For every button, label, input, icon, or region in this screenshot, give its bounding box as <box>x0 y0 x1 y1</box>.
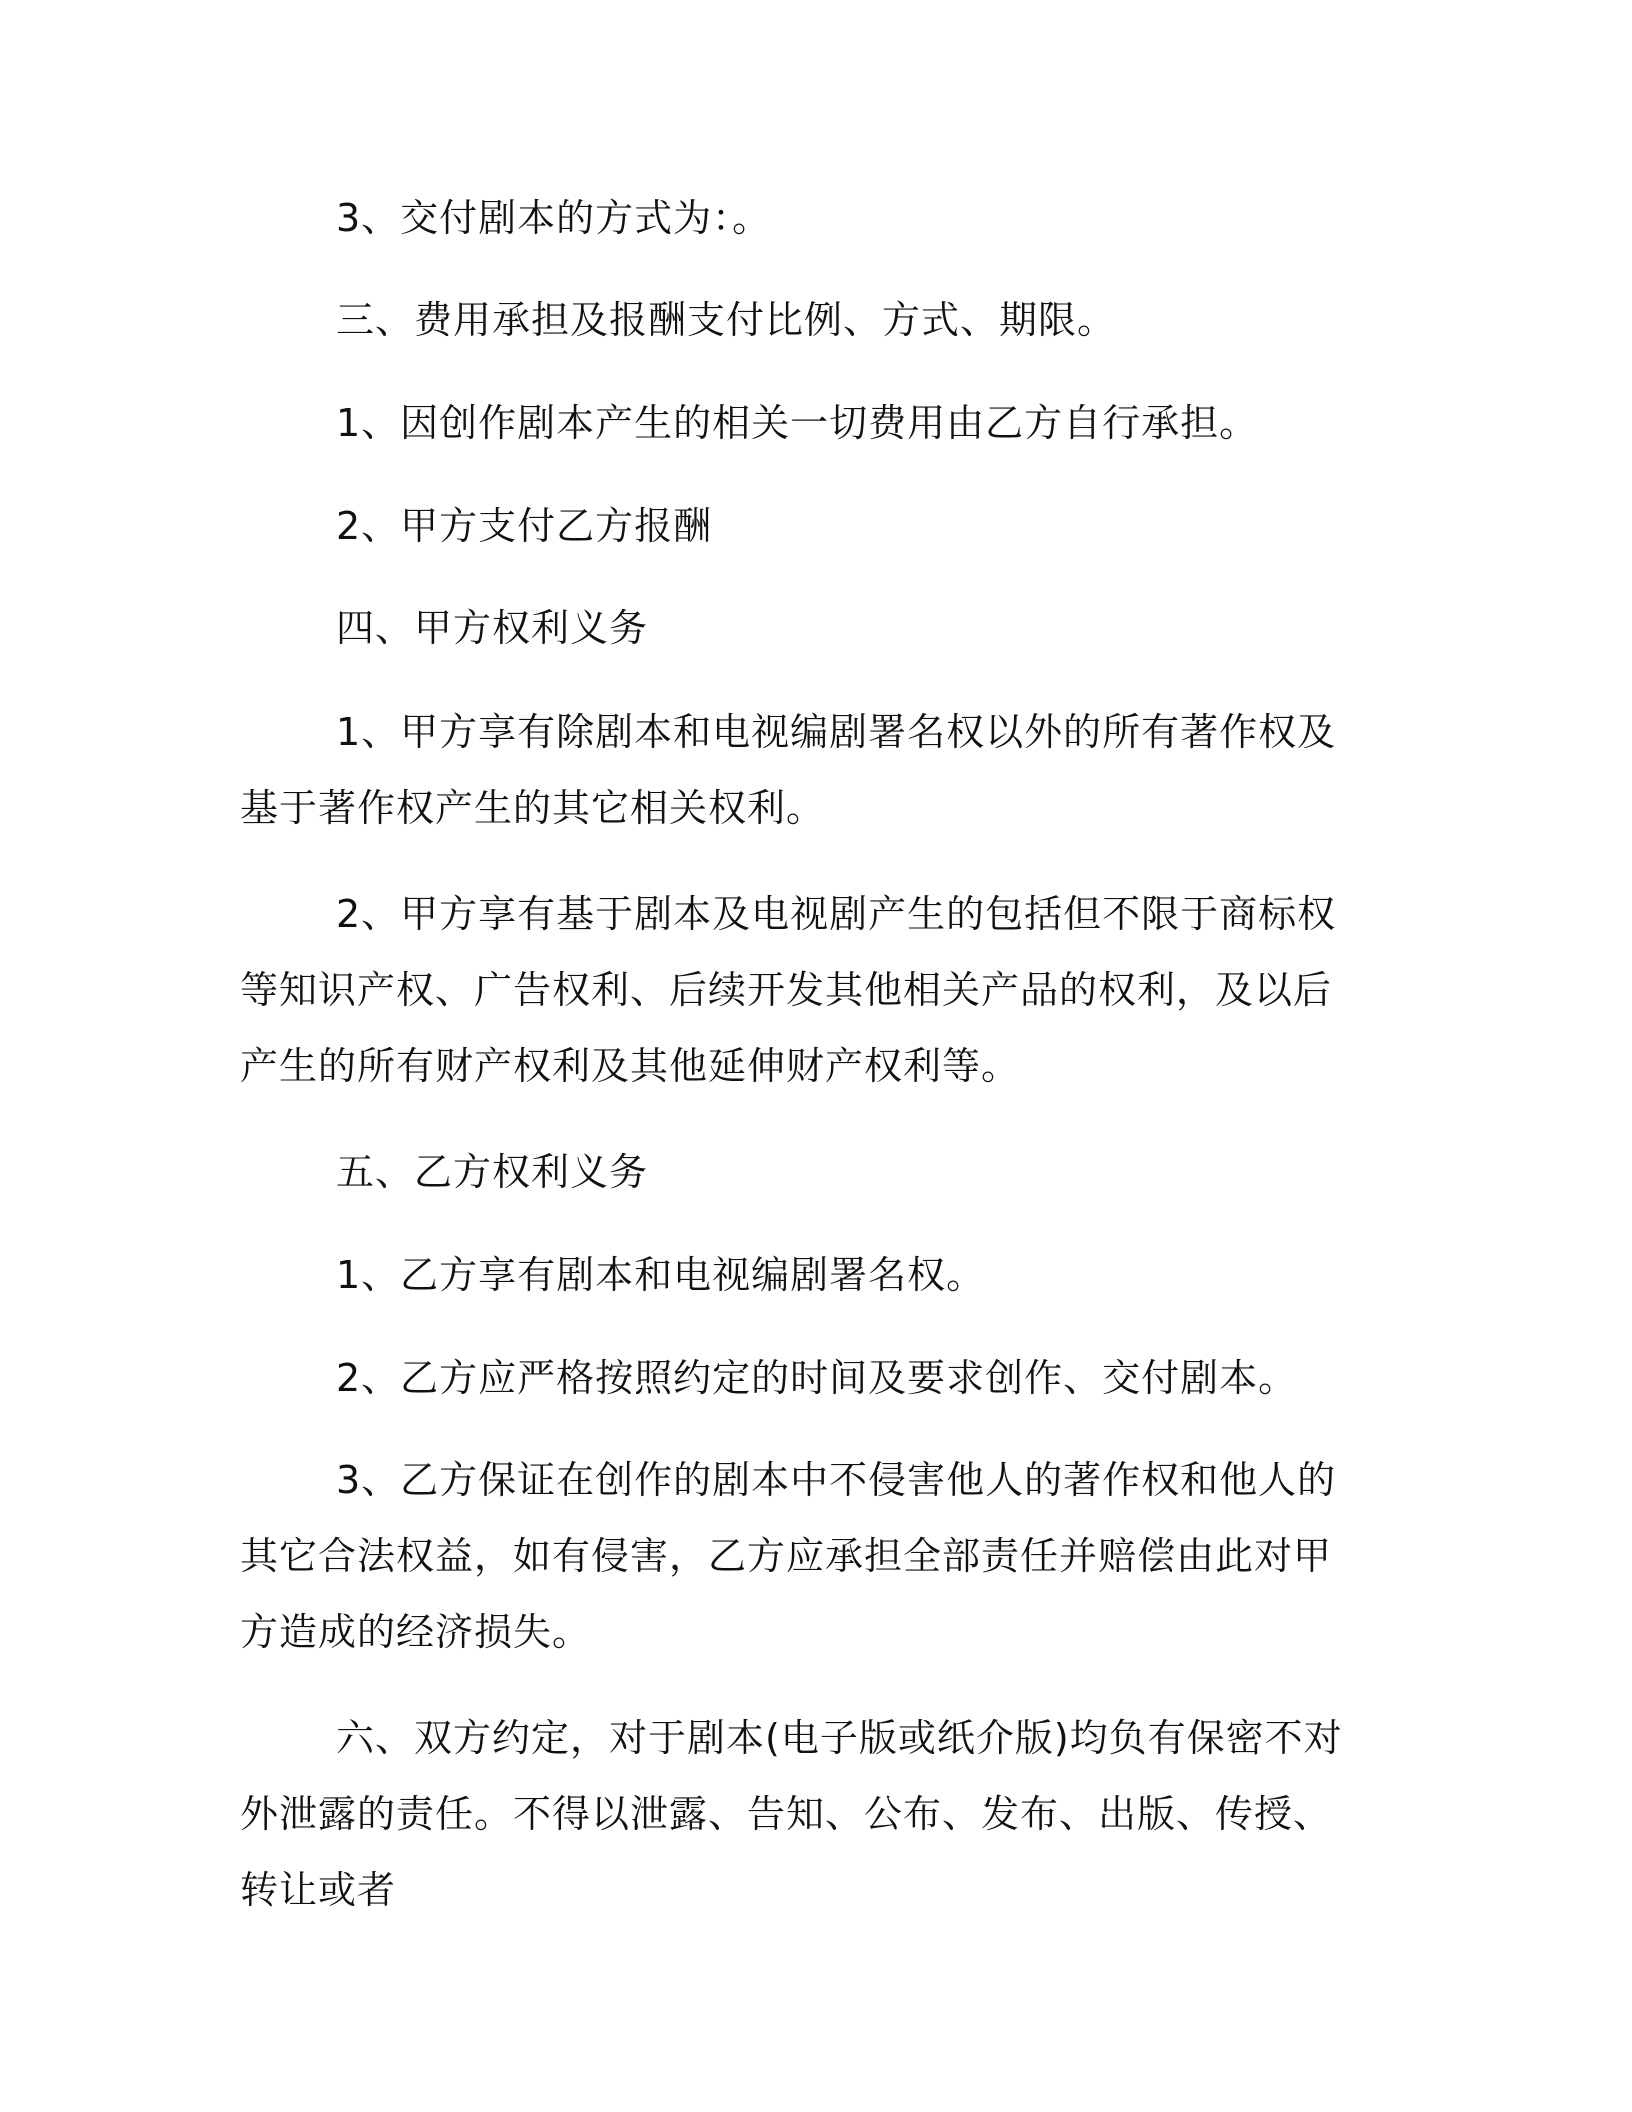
paragraph-fee-2: 2、甲方支付乙方报酬 <box>336 504 713 548</box>
paragraph-party-b-right-1: 1、乙方享有剧本和电视编剧署名权。 <box>336 1253 986 1297</box>
heading-section-4: 四、甲方权利义务 <box>336 606 649 650</box>
paragraph-delivery-method: 3、交付剧本的方式为：。 <box>336 196 772 240</box>
paragraph-party-b-right-3: 3、乙方保证在创作的剧本中不侵害他人的著作权和他人的其它合法权益，如有侵害，乙方应承担全部责任并赔偿由此对甲方造成的经济损失。 <box>240 1458 1337 1654</box>
paragraph-party-a-right-2: 2、甲方享有基于剧本及电视剧产生的包括但不限于商标权等知识产权、广告权利、后续开发其他相关产品的权利，及以后产生的所有财产权利及其他延伸财产权利等。 <box>240 892 1337 1088</box>
paragraph-party-b-right-2: 2、乙方应严格按照约定的时间及要求创作、交付剧本。 <box>336 1356 1298 1400</box>
paragraph-party-a-right-1: 1、甲方享有除剧本和电视编剧署名权以外的所有著作权及基于著作权产生的其它相关权利。 <box>240 710 1337 830</box>
heading-section-5: 五、乙方权利义务 <box>336 1150 649 1194</box>
heading-section-3: 三、费用承担及报酬支付比例、方式、期限。 <box>336 298 1117 342</box>
heading-section-6: 六、双方约定，对于剧本(电子版或纸介版)均负有保密不对外泄露的责任。不得以泄露、告知、公布、发布、出版、传授、转让或者 <box>240 1716 1343 1912</box>
paragraph-fee-1: 1、因创作剧本产生的相关一切费用由乙方自行承担。 <box>336 401 1259 445</box>
